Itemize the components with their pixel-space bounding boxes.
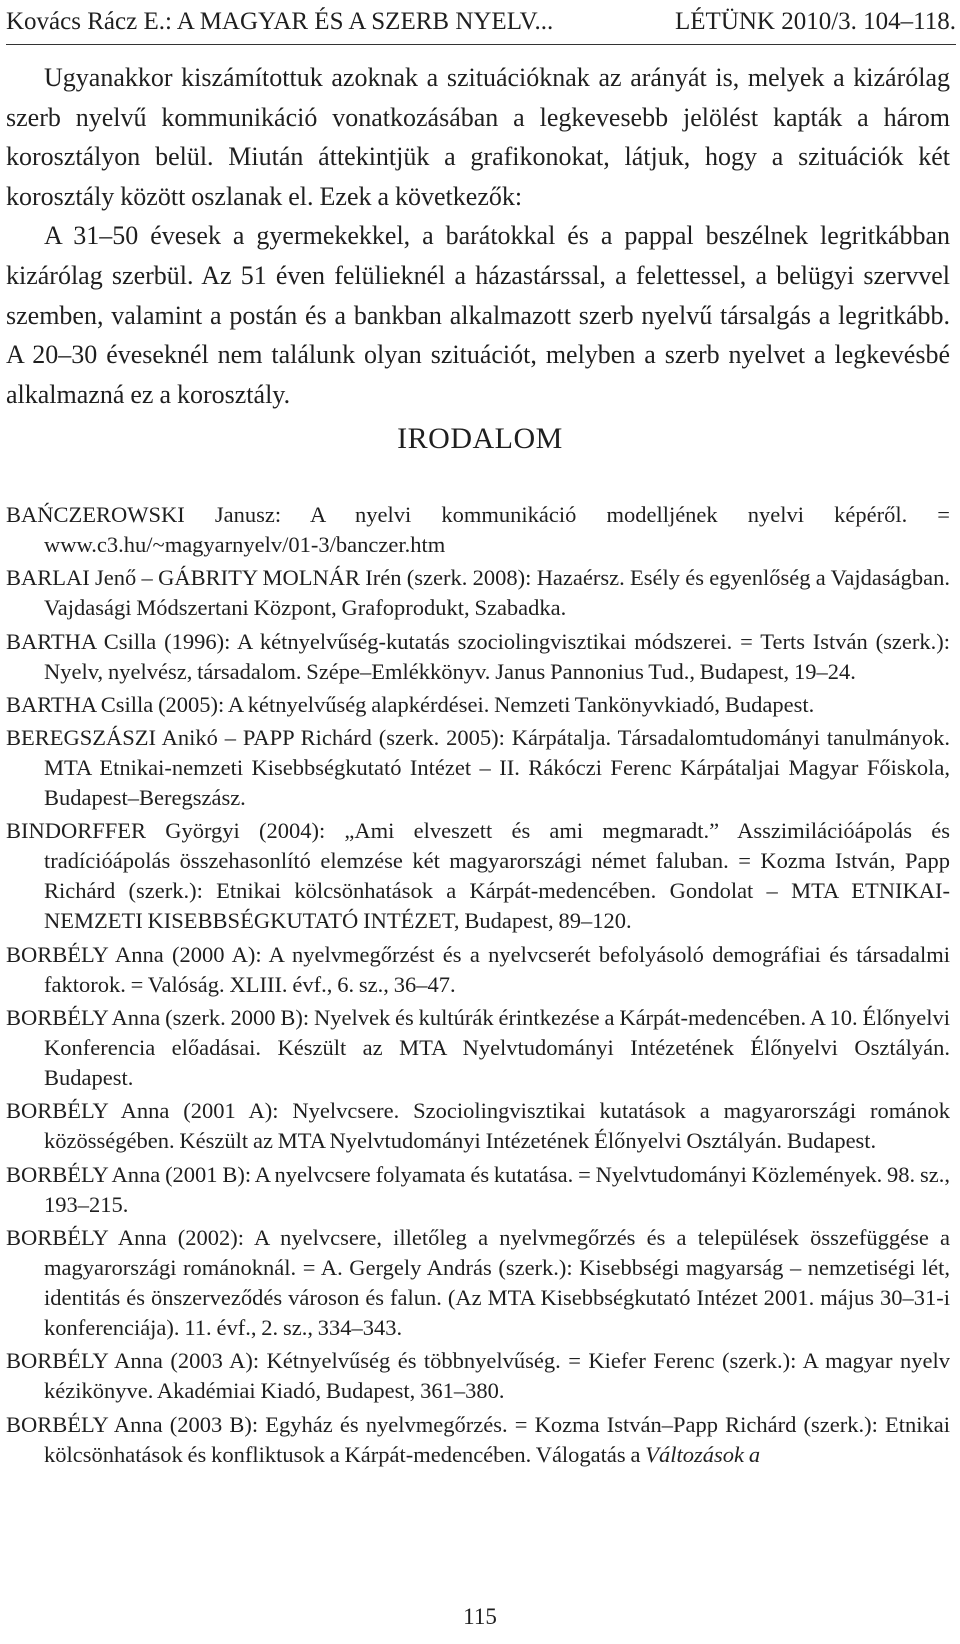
reference-item: BORBÉLY Anna (szerk. 2000 B): Nyelvek és kultúrák érintkezése a Kárpát-medencében. A 10. Élőnyelvi Konferencia előadásai. Készült az MTA Nyelvtudományi Intézetének Élőnyelvi Osztályán. Budapest. [6, 1005, 950, 1091]
paragraph: Ugyanakkor kiszámítottuk azoknak a szituációknak az arányát is, melyek a kizárólag szerb nyelvű kommunikáció vonatkozásában a legkevesebb jelölést kapták a három korosztályon belül. Miután áttekintjük a grafikonokat, látjuk, hogy a szituációk két korosztály között oszlanak el. Ezek a következők: [6, 63, 950, 211]
reference-item: BARLAI Jenő – GÁBRITY MOLNÁR Irén (szerk. 2008): Hazaérsz. Esély és egyenlőség a Vajdaságban. Vajdasági Módszertani Központ, Grafoprodukt, Szabadka. [6, 565, 950, 621]
reference-item: BARTHA Csilla (1996): A kétnyelvűség-kutatás szociolingvisztikai módszerei. = Terts István (szerk.): Nyelv, nyelvész, társadalom. Szépe–Emlékkönyv. Janus Pannonius Tud., Budapest, 19–24. [6, 628, 950, 684]
reference-item: BINDORFFER Györgyi (2004): „Ami elveszett és ami megmaradt.” Asszimilációápolás és tradícióápolás összehasonlító elemzése két magyarországi német faluban. = Kozma István, Papp Richárd (szerk.): Etnikai kölcsönhatások a Kárpát-medencében. Gondolat – MTA ETNIKAI-NEMZETI KISEBBSÉGKUTATÓ INTÉZET, Budapest, 89–120. [6, 818, 950, 934]
reference-item: BORBÉLY Anna (2003 B): Egyház és nyelvmegőrzés. = Kozma István–Papp Richárd (szerk.): Etnikai kölcsönhatások és konfliktusok a Kárpát-medencében. Válogatás a Változások a [6, 1411, 950, 1467]
reference-item: BORBÉLY Anna (2003 A): Kétnyelvűség és többnyelvűség. = Kiefer Ferenc (szerk.): A magyar nyelv kézikönyve. Akadémiai Kiadó, Budapest, 361–380. [6, 1348, 950, 1404]
running-header [6, 2, 956, 42]
header-author-title: Kovács Rácz E.: A MAGYAR ÉS A SZERB NYELV... [6, 8, 554, 35]
reference-item: BORBÉLY Anna (2001 B): A nyelvcsere folyamata és kutatása. = Nyelvtudományi Közlemények. 98. sz., 193–215. [6, 1161, 950, 1217]
page-number: 115 [463, 1604, 497, 1629]
reference-item: BEREGSZÁSZI Anikó – PAPP Richárd (szerk. 2005): Kárpátalja. Társadalomtudományi tanulmányok. MTA Etnikai-nemzeti Kisebbségkutató Intézet – II. Rákóczi Ferenc Kárpátaljai Magyar Főiskola, Budapest–Beregszász. [6, 725, 950, 811]
reference-item: BAŃCZEROWSKI Janusz: A nyelvi kommunikáció modelljének nyelvi képéről. = www.c3.hu/~magyarnyelv/01-3/banczer.htm [6, 502, 950, 557]
header-journal-citation: LÉTÜNK 2010/3. 104–118. [675, 8, 956, 35]
reference-item: BORBÉLY Anna (2001 A): Nyelvcsere. Szociolingvisztikai kutatások a magyarországi románok közösségében. Készült az MTA Nyelvtudományi Intézetének Élőnyelvi Osztályán. Budapest. [6, 1098, 950, 1154]
header-divider [6, 44, 956, 45]
paragraph: A 31–50 évesek a gyermekekkel, a barátokkal és a pappal beszélnek legritkábban kizárólag szerbül. Az 51 éven felülieknél a házastárssal, a felettessel, a belügyi szervvel szemben, valamint a postán és a bankban alkalmazott szerb nyelvű társalgás a legritkább. A 20–30 éveseknél nem találunk olyan szituációt, melyben a szerb nyelvet a legkevésbé alkalmazná ez a korosztály. [6, 221, 950, 409]
body-text [6, 58, 950, 414]
reference-item: BARTHA Csilla (2005): A kétnyelvűség alapkérdései. Nemzeti Tankönyvkiadó, Budapest. [6, 691, 815, 717]
reference-item: BORBÉLY Anna (2000 A): A nyelvmegőrzést és a nyelvcserét befolyásoló demográfiai és társadalmi faktorok. = Valóság. XLIII. évf., 6. sz., 36–47. [6, 941, 950, 997]
reference-item: BORBÉLY Anna (2002): A nyelvcsere, illetőleg a nyelvmegőrzés és a települések összefüggése a magyarországi románoknál. = A. Gergely András (szerk.): Kisebbségi magyarság – nemzetiségi lét, identitás és önszerveződés városon és falun. (Az MTA Kisebbségkutató Intézet 2001. május 30–31-i konferenciája). 11. évf., 2. sz., 334–343. [6, 1224, 950, 1340]
section-heading-irodalom: IRODALOM [397, 422, 563, 455]
reference-italic-title: Változások a [645, 1441, 761, 1467]
reference-list [6, 500, 950, 1473]
